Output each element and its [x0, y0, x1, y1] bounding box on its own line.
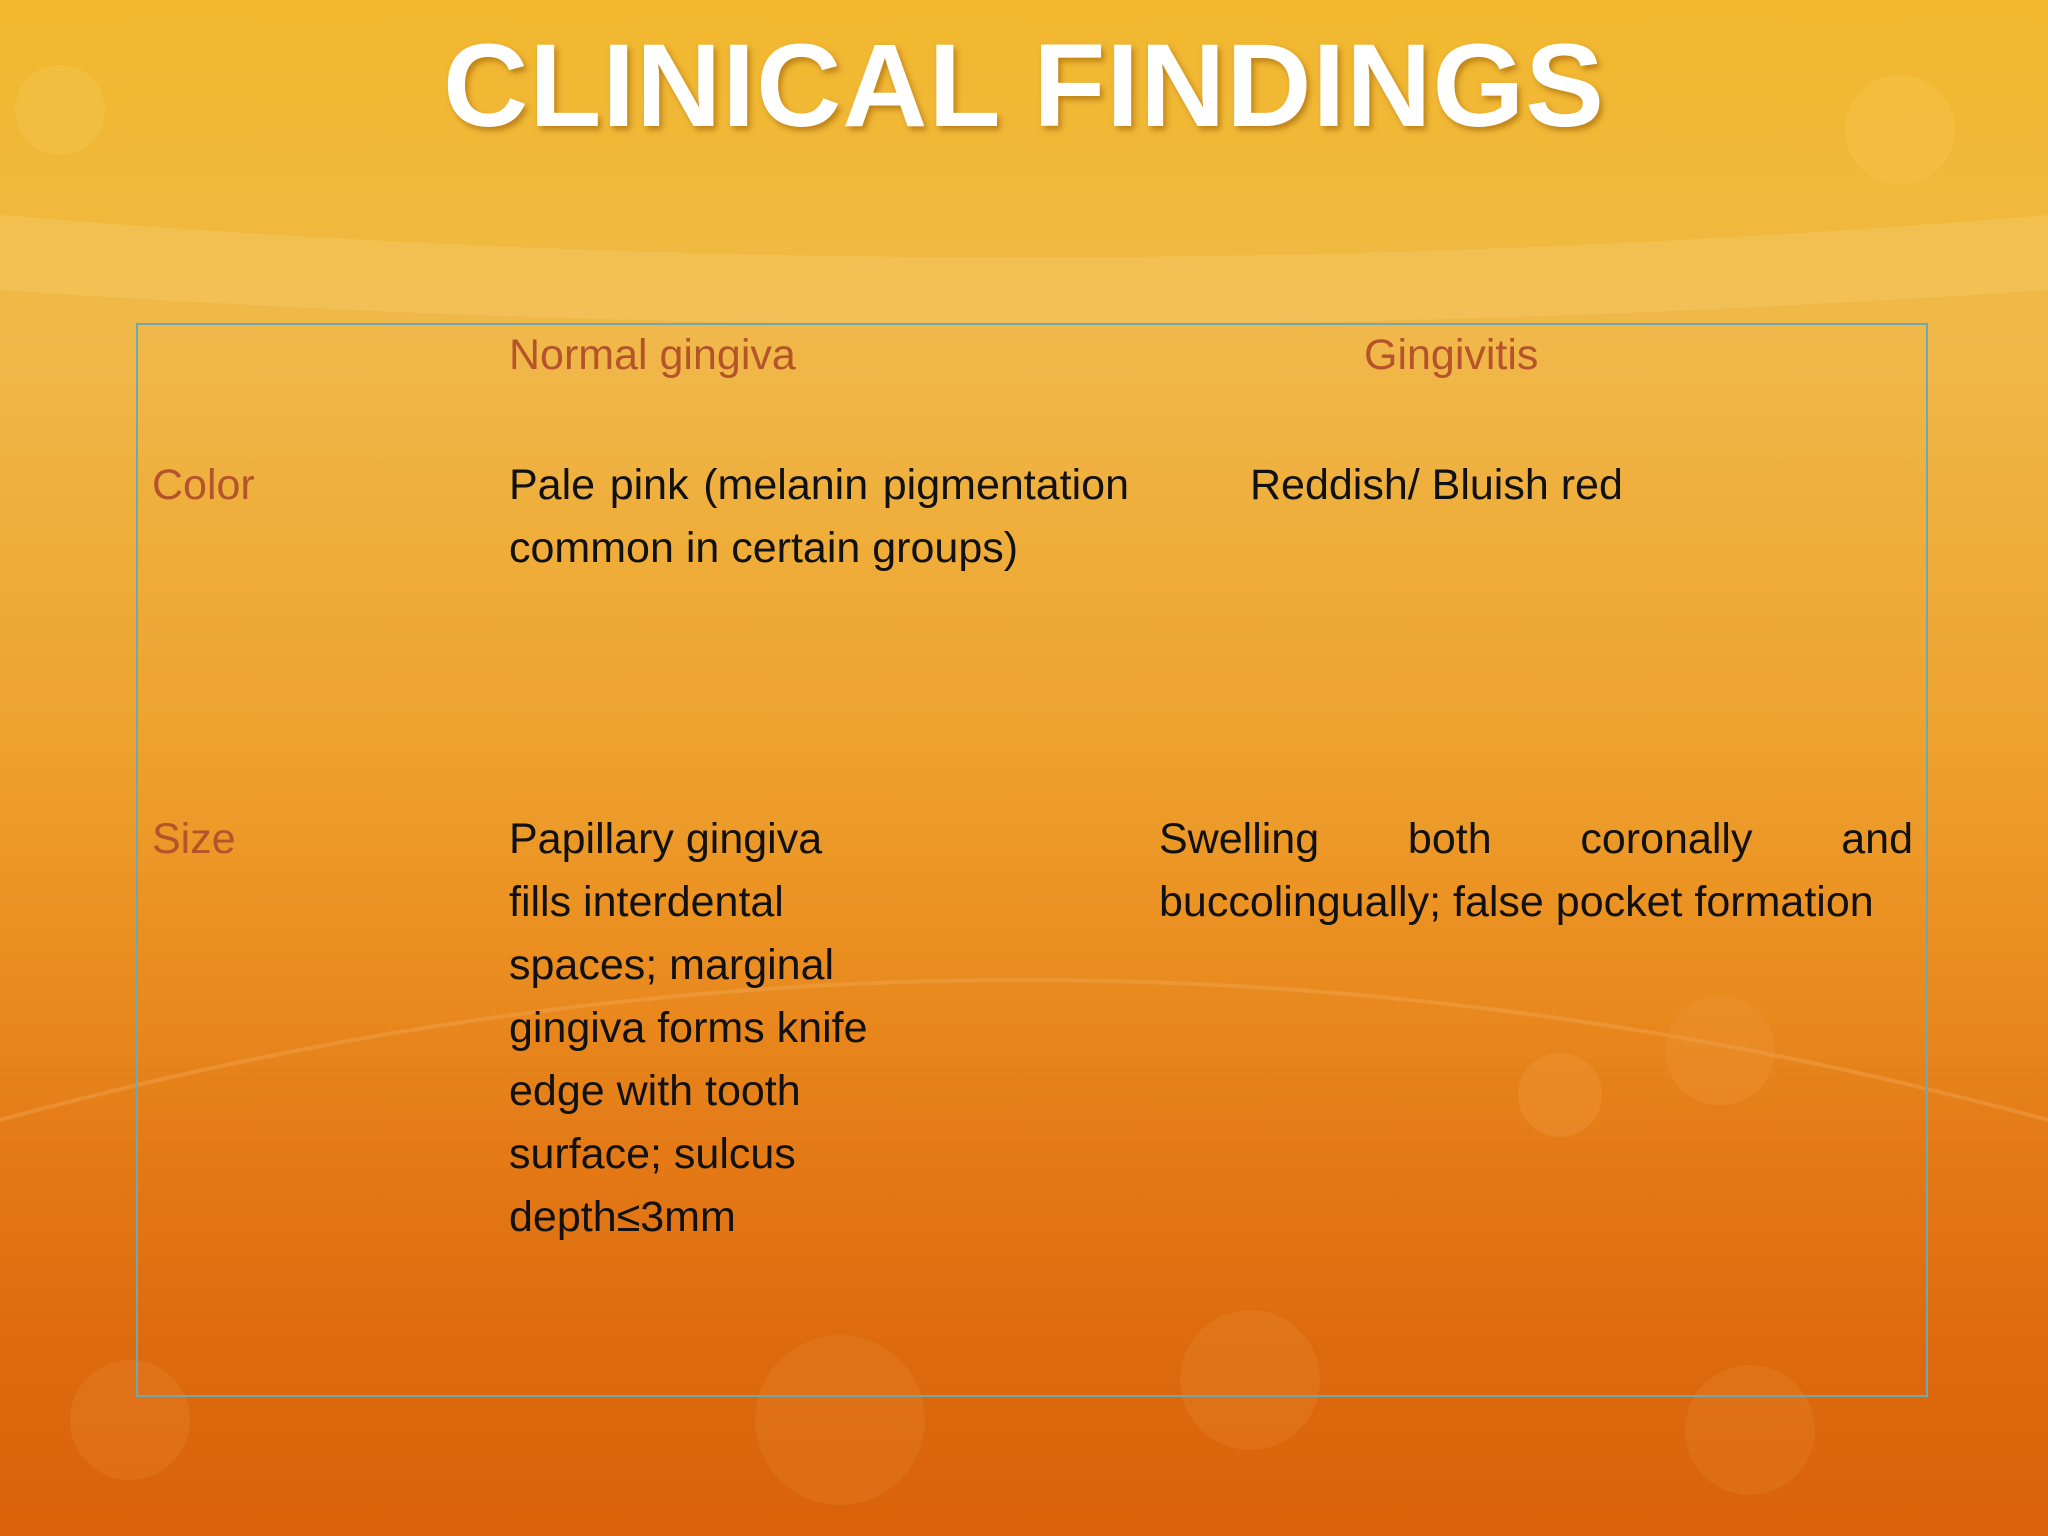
slide-title: CLINICAL FINDINGS [442, 20, 1606, 152]
row-label-size: Size [152, 815, 236, 863]
cell-size-normal-line: gingiva forms knife [509, 1004, 868, 1052]
cell-size-normal-line: Papillary gingiva [509, 815, 823, 863]
header-normal-gingiva: Normal gingiva [509, 331, 796, 379]
cell-color-normal: Pale pink (melanin pigmentation common in certain groups) [509, 461, 1129, 572]
row-label-color: Color [152, 461, 255, 509]
cell-size-normal-line: edge with tooth [509, 1067, 801, 1115]
cell-size-normal [509, 808, 1069, 1249]
cell-color-gingivitis: Reddish/ Bluish red [1250, 461, 1623, 509]
header-gingivitis: Gingivitis [1364, 331, 1539, 379]
cell-size-normal-line: depth≤3mm [509, 1193, 736, 1241]
cell-size-normal-line: fills interdental [509, 878, 784, 926]
cell-size-normal-line: spaces; marginal [509, 941, 835, 989]
cell-size-normal-line: surface; sulcus [509, 1130, 796, 1178]
cell-size-gingivitis: Swelling both coronally and buccolingually; false pocket formation [1159, 815, 1913, 926]
